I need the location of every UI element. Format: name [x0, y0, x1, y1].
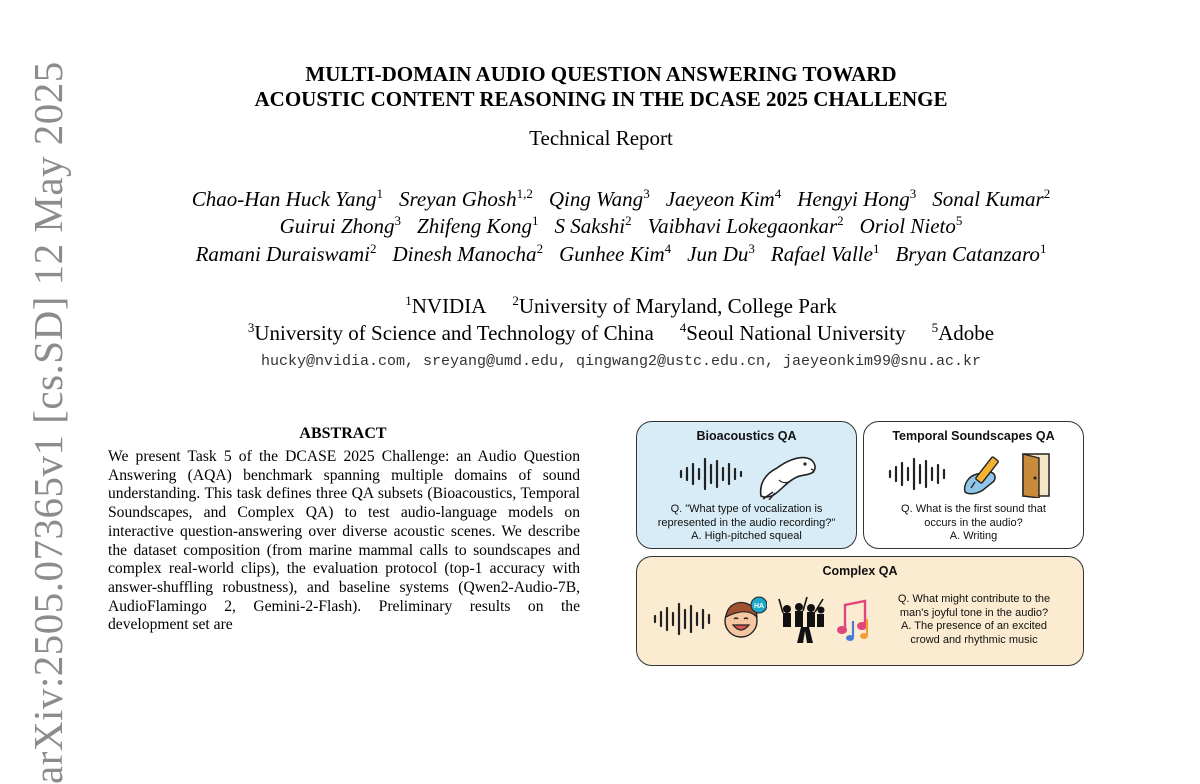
author: Qing Wang$^3$	[548, 186, 650, 211]
affiliation: $^4$Seoul National University	[679, 320, 906, 345]
author: Oriol Nieto$^5$	[859, 213, 963, 238]
answer-line: A. Writing	[949, 530, 998, 542]
affiliation: $^2$University of Maryland, College Park	[512, 293, 837, 318]
question-answer	[870, 503, 1077, 544]
question-line: represented in the audio recording?"	[657, 516, 836, 529]
affiliations-row-2	[100, 320, 1142, 347]
author: Guirui Zhong$^3$	[279, 213, 402, 238]
author: Hengyi Hong$^3$	[797, 186, 917, 211]
waveform-icon	[677, 456, 747, 492]
author: Gunhee Kim$^4$	[559, 241, 672, 266]
panel-title: Temporal Soundscapes QA	[892, 429, 1055, 443]
answer-line: crowd and rhythmic music	[910, 633, 1038, 646]
panel-title: Complex QA	[822, 564, 898, 578]
author: Vaibhavi Lokegaonkar$^2$	[647, 213, 844, 238]
abstract-body: We present Task 5 of the DCASE 2025 Challenge: an Audio Question Answering (AQA) benchmark spanning multiple domains of sound understanding. This task defines three QA subsets (Bioacoustics, Temporal Soundscapes, and Complex QA) to test audio-language models on interactive question-answering over diverse acoustic scenes. We describe the dataset composition (from marine mammal calls to soundscapes and complex real-world clips), the evaluation protocol (top-1 accuracy with answer-shuffling robustness), and baseline systems (Qwen2-Audio-7B, AudioFlamingo 2, Gemini-2-Flash). Preliminary results on the development set are	[108, 448, 580, 634]
author: Rafael Valle$^1$	[770, 241, 880, 266]
author: Sreyan Ghosh$^{1,2}$	[398, 186, 533, 211]
door-icon	[1019, 452, 1055, 498]
waveform-icon	[651, 601, 717, 637]
affiliations-row-1	[100, 293, 1142, 320]
paper-subtitle: Technical Report	[529, 126, 673, 150]
crowd-icon	[777, 593, 829, 645]
authors-row-1	[100, 186, 1142, 213]
question-line: Q. What is the first sound that	[901, 503, 1046, 515]
affiliation: $^5$Adobe	[931, 320, 995, 345]
author: Jaeyeon Kim$^4$	[665, 186, 782, 211]
title-line-2: ACOUSTIC CONTENT REASONING IN THE DCASE 2025 CHALLENGE	[254, 87, 948, 111]
affiliation: $^1$NVIDIA	[405, 293, 487, 318]
author: Chao-Han Huck Yang$^1$	[191, 186, 383, 211]
complex-qa-panel	[636, 556, 1084, 666]
author: Sonal Kumar$^2$	[932, 186, 1051, 211]
question-line: Q. "What type of vocalization is	[670, 503, 823, 515]
abstract-heading: ABSTRACT	[299, 425, 387, 442]
answer-line: A. The presence of an excited	[901, 620, 1047, 632]
panel-title: Bioacoustics QA	[696, 429, 797, 443]
music-notes-icon	[835, 597, 875, 641]
laughing-man-icon	[723, 595, 767, 641]
author: Jun Du$^3$	[687, 241, 755, 266]
authors-row-3	[100, 241, 1142, 268]
affiliation: $^3$University of Science and Technology of China	[247, 320, 654, 345]
title-line-1: MULTI-DOMAIN AUDIO QUESTION ANSWERING TOWARD	[305, 62, 897, 86]
bioacoustics-qa-panel	[636, 421, 857, 549]
paper-title	[150, 62, 1052, 112]
author: Zhifeng Kong$^1$	[417, 213, 539, 238]
author: S Sakshi$^2$	[554, 213, 632, 238]
author: Bryan Catanzaro$^1$	[895, 241, 1047, 266]
temporal-soundscapes-qa-panel	[863, 421, 1084, 549]
writing-hand-icon	[959, 452, 1011, 496]
question-answer	[643, 503, 850, 544]
question-line: man's joyful tone in the audio?	[899, 606, 1049, 619]
laugh-badge: HA	[753, 603, 765, 610]
question-line: Q. What might contribute to the	[897, 593, 1051, 605]
author-emails: hucky@nvidia.com, sreyang@umd.edu, qingwang2@ustc.edu.cn, jaeyeonkim99@snu.ac.kr	[260, 353, 982, 370]
author: Dinesh Manocha$^2$	[392, 241, 544, 266]
authors-row-2	[100, 213, 1142, 240]
waveform-icon	[886, 456, 952, 492]
arxiv-stamp: arXiv:2505.07365v1 [cs.SD] 12 May 2025	[25, 61, 71, 784]
beluga-whale-icon	[755, 450, 821, 500]
author: Ramani Duraiswami$^2$	[195, 241, 377, 266]
question-line: occurs in the audio?	[924, 516, 1023, 529]
question-answer	[879, 593, 1069, 647]
answer-line: A. High-pitched squeal	[691, 530, 802, 542]
